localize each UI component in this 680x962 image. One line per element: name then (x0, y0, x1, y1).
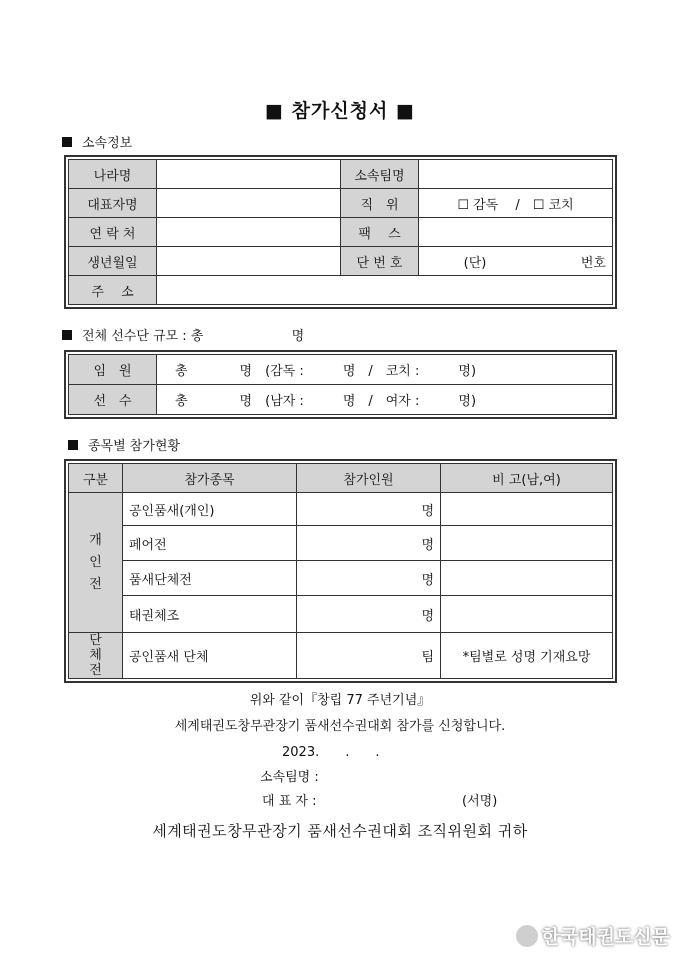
events-table (68, 463, 613, 679)
players-value[interactable]: 총 명 (남자 : 명 / 여자 : 명) (157, 385, 613, 415)
header-category: 구분 (69, 464, 123, 493)
note-field[interactable]: *팀별로 성명 기재요망 (441, 633, 613, 679)
title-text: 참가신청서 (291, 100, 389, 122)
count-field[interactable]: 명 (297, 526, 441, 561)
affiliation-table (68, 159, 613, 305)
country-label: 나라명 (69, 160, 157, 189)
note-field[interactable] (441, 596, 613, 633)
note-field[interactable] (441, 493, 613, 526)
group-char-3: 전 (89, 663, 102, 678)
dan-field[interactable]: (단) 번호 (419, 247, 613, 276)
square-bullet-icon: ■ (396, 100, 415, 122)
address-field[interactable] (157, 276, 613, 305)
position-options[interactable]: ☐ 감독 / ☐ 코치 (419, 189, 613, 218)
players-label: 선 수 (69, 385, 157, 415)
team-field[interactable] (419, 160, 613, 189)
document-title (0, 96, 680, 123)
signature-team-label: 소속팀명 : (260, 770, 319, 785)
position-label: 직 위 (341, 189, 419, 218)
square-bullet-icon (68, 440, 78, 450)
fax-label: 팩 스 (341, 218, 419, 247)
team-label: 소속팀명 (341, 160, 419, 189)
header-note: 비 고(남,여) (441, 464, 613, 493)
statement-line2: 세계태권도창무관장기 품새선수권대회 참가를 신청합니다. (174, 719, 506, 734)
newspaper-logo-icon (516, 925, 538, 947)
event-name: 공인품새 단체 (123, 633, 297, 679)
officials-label: 임 원 (69, 355, 157, 385)
section-team-size-heading: 전체 선수단 규모 : 총 명 (62, 325, 304, 344)
event-name: 태권체조 (123, 596, 297, 633)
contact-label: 연 락 처 (69, 218, 157, 247)
count-field[interactable]: 팀 (297, 633, 441, 679)
fax-field[interactable] (419, 218, 613, 247)
square-bullet-icon (62, 137, 72, 147)
addressee: 세계태권도창무관장기 품새선수권대회 조직위원회 귀하 (152, 822, 528, 840)
birth-field[interactable] (157, 247, 341, 276)
header-count: 참가인원 (297, 464, 441, 493)
count-field[interactable]: 명 (297, 596, 441, 633)
individual-char-3: 전 (89, 576, 102, 592)
square-bullet-icon (62, 330, 72, 340)
signature-rep-label: 대 표 자 : (262, 794, 317, 809)
team-size-table (68, 354, 613, 415)
watermark: 한국태권도신문 (516, 922, 670, 949)
event-name: 공인품새(개인) (123, 493, 297, 526)
address-label: 주 소 (69, 276, 157, 305)
signature-sign-label: (서명) (462, 794, 498, 809)
country-field[interactable] (157, 160, 341, 189)
contact-field[interactable] (157, 218, 341, 247)
group-char-2: 체 (89, 648, 102, 663)
individual-char-2: 인 (89, 554, 102, 570)
event-name: 품새단체전 (123, 561, 297, 596)
statement-date[interactable]: 2023. . . (282, 745, 380, 760)
header-event: 참가종목 (123, 464, 297, 493)
section-affiliation-heading: 소속정보 (62, 132, 132, 151)
birth-label: 생년월일 (69, 247, 157, 276)
count-field[interactable]: 명 (297, 561, 441, 596)
rep-field[interactable] (157, 189, 341, 218)
group-char-1: 단 (89, 633, 102, 648)
officials-value[interactable]: 총 명 (감독 : 명 / 코치 : 명) (157, 355, 613, 385)
square-bullet-icon: ■ (265, 100, 284, 122)
individual-label (69, 493, 123, 633)
individual-char-1: 개 (89, 532, 102, 548)
note-field[interactable] (441, 561, 613, 596)
event-name: 페어전 (123, 526, 297, 561)
note-field[interactable] (441, 526, 613, 561)
section-events-heading: 종목별 참가현황 (68, 435, 180, 454)
count-field[interactable]: 명 (297, 493, 441, 526)
group-label (69, 633, 123, 679)
statement-line1: 위와 같이『창립 77 주년기념』 (249, 693, 431, 708)
rep-label: 대표자명 (69, 189, 157, 218)
dan-label: 단 번 호 (341, 247, 419, 276)
